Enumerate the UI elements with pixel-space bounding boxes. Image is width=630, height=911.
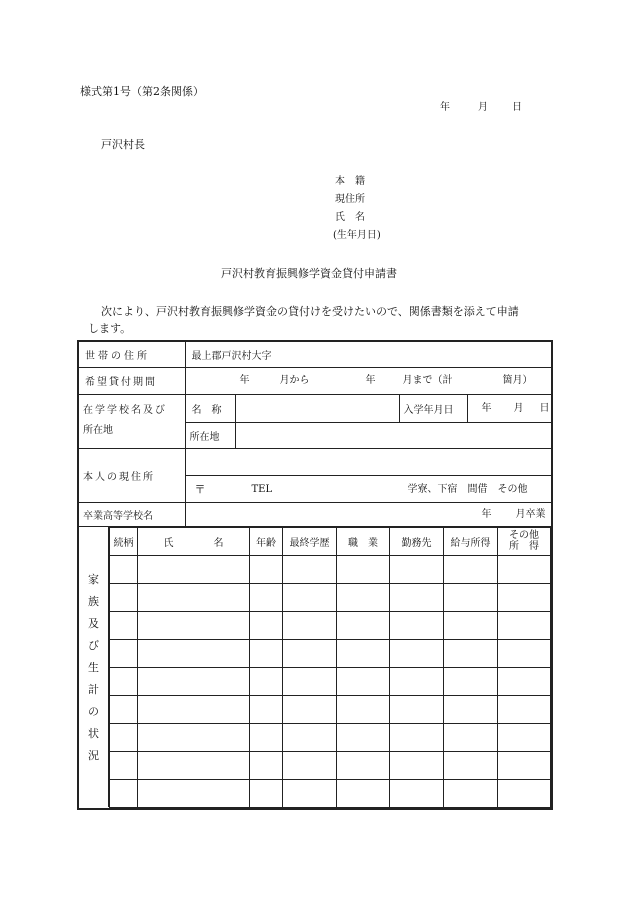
cell[interactable] [110, 555, 138, 583]
cell[interactable] [283, 779, 337, 807]
cell[interactable] [498, 723, 551, 751]
school-name-label: 名 称 [185, 394, 235, 422]
cell[interactable] [138, 611, 250, 639]
body-text-line2: します。 [88, 322, 132, 335]
col-education: 最終学歴 [283, 527, 337, 555]
high-school-label: 卒業高等学校名 [78, 502, 185, 526]
family-vertical-label [79, 527, 109, 807]
housing-options: 学寮、下宿 間借 その他 [407, 483, 528, 495]
document-title: 戸沢村教育振興修学資金貸付申請書 [221, 267, 397, 280]
other-income-line2: 所 得 [509, 541, 539, 552]
cell[interactable] [250, 555, 283, 583]
cell[interactable] [138, 667, 250, 695]
family-row [110, 555, 551, 583]
col-occupation: 職 業 [337, 527, 390, 555]
cell[interactable] [337, 611, 390, 639]
cell[interactable] [138, 695, 250, 723]
school-label [78, 394, 185, 448]
cell[interactable] [337, 779, 390, 807]
family-char-7: の [88, 704, 99, 718]
cell[interactable] [250, 667, 283, 695]
family-section-row [78, 526, 552, 809]
cell[interactable] [390, 639, 444, 667]
cell[interactable] [110, 611, 138, 639]
cell[interactable] [110, 779, 138, 807]
cell[interactable] [444, 639, 498, 667]
postal-mark: 〒 [194, 482, 206, 496]
family-char-9: 況 [88, 748, 99, 762]
cell[interactable] [498, 667, 551, 695]
tel-label: TEL [251, 483, 273, 495]
cell[interactable] [390, 779, 444, 807]
cell[interactable] [138, 723, 250, 751]
cell[interactable] [283, 611, 337, 639]
family-row [110, 695, 551, 723]
cell[interactable] [444, 555, 498, 583]
family-row [110, 667, 551, 695]
cell[interactable] [283, 555, 337, 583]
cell[interactable] [138, 639, 250, 667]
cell[interactable] [498, 555, 551, 583]
cell[interactable] [390, 723, 444, 751]
family-section [78, 526, 552, 809]
cell[interactable] [444, 779, 498, 807]
school-label-line1: 在学学校名及び [83, 405, 167, 416]
col-age: 年齢 [250, 527, 283, 555]
loan-from-month: 月から [279, 374, 310, 386]
addressee: 戸沢村長 [101, 138, 145, 151]
family-row [110, 639, 551, 667]
col-relation: 続柄 [110, 527, 138, 555]
enrollment-date-label: 入学年月日 [399, 394, 467, 422]
cell[interactable] [390, 667, 444, 695]
cell[interactable] [138, 779, 250, 807]
family-row [110, 751, 551, 779]
cell[interactable] [250, 779, 283, 807]
cell[interactable] [283, 667, 337, 695]
cell[interactable] [138, 583, 250, 611]
contact-field[interactable] [185, 475, 552, 502]
enroll-month: 月 [513, 402, 524, 414]
loan-to-year: 年 [365, 374, 376, 386]
col-salary: 給与所得 [444, 527, 498, 555]
family-char-5: 生 [88, 660, 99, 674]
body-text-line1: 次により、戸沢村教育振興修学資金の貸付けを受けたいので、関係書類を添えて申請 [101, 305, 519, 318]
family-char-2: 族 [88, 594, 99, 608]
cell[interactable] [498, 751, 551, 779]
cell[interactable] [283, 583, 337, 611]
application-form-table [77, 340, 553, 810]
grad-month: 月卒業 [515, 508, 546, 520]
cell[interactable] [337, 695, 390, 723]
cell[interactable] [110, 583, 138, 611]
school-name-row [78, 394, 552, 422]
family-char-1: 家 [88, 572, 99, 586]
loan-period-row [78, 367, 552, 394]
school-name-field[interactable] [235, 394, 399, 422]
family-char-4: び [88, 638, 99, 652]
high-school-row [78, 502, 552, 526]
enrollment-date-field[interactable] [467, 394, 552, 422]
cell[interactable] [498, 639, 551, 667]
household-address-field[interactable]: 最上郡戸沢村大字 [185, 341, 552, 367]
form-number: 様式第1号（第2条関係） [80, 85, 204, 98]
loan-period-label: 希望貸付期間 [78, 367, 185, 394]
loan-to-month: 月まで（計 [402, 374, 453, 386]
enroll-day: 日 [539, 402, 550, 414]
applicant-domicile-label: 本 籍 [335, 176, 365, 187]
school-location-field[interactable] [235, 422, 552, 448]
col-name: 氏 名 [138, 527, 250, 555]
cell[interactable] [110, 639, 138, 667]
cell[interactable] [110, 695, 138, 723]
cell[interactable] [250, 583, 283, 611]
cell[interactable] [250, 723, 283, 751]
cell[interactable] [337, 555, 390, 583]
family-row [110, 723, 551, 751]
cell[interactable] [250, 611, 283, 639]
household-address-label: 世帯の住所 [78, 341, 185, 367]
current-address-label: 本人の現住所 [78, 448, 185, 502]
cell[interactable] [250, 695, 283, 723]
cell[interactable] [390, 751, 444, 779]
school-label-line2: 所在地 [83, 425, 113, 436]
family-char-8: 状 [88, 726, 99, 740]
cell[interactable] [138, 751, 250, 779]
cell[interactable] [337, 583, 390, 611]
cell[interactable] [337, 723, 390, 751]
cell[interactable] [283, 723, 337, 751]
cell[interactable] [444, 667, 498, 695]
applicant-address-label: 現住所 [335, 194, 365, 205]
cell[interactable] [444, 583, 498, 611]
cell[interactable] [498, 611, 551, 639]
school-location-label: 所在地 [185, 422, 235, 448]
family-row [110, 583, 551, 611]
cell[interactable] [390, 583, 444, 611]
cell[interactable] [444, 695, 498, 723]
cell[interactable] [498, 695, 551, 723]
applicant-birthdate-label: (生年月日) [333, 230, 381, 241]
cell[interactable] [444, 751, 498, 779]
household-address-row [78, 341, 552, 367]
cell[interactable] [390, 695, 444, 723]
loan-from-year: 年 [239, 374, 250, 386]
cell[interactable] [498, 583, 551, 611]
loan-total-months: 箇月） [502, 374, 533, 386]
cell[interactable] [283, 695, 337, 723]
col-workplace: 勤務先 [390, 527, 444, 555]
cell[interactable] [283, 639, 337, 667]
high-school-field[interactable] [185, 502, 552, 526]
family-char-6: 計 [88, 682, 99, 696]
cell[interactable] [250, 751, 283, 779]
applicant-name-label: 氏 名 [335, 212, 365, 223]
cell[interactable] [110, 723, 138, 751]
family-row [110, 779, 551, 807]
cell[interactable] [283, 751, 337, 779]
page-bottom-mask [75, 811, 555, 911]
enroll-year: 年 [481, 402, 492, 414]
cell[interactable] [444, 611, 498, 639]
loan-period-field[interactable] [185, 367, 552, 394]
cell[interactable] [337, 751, 390, 779]
family-table [109, 527, 551, 808]
cell[interactable] [390, 555, 444, 583]
cell[interactable] [337, 667, 390, 695]
cell[interactable] [110, 667, 138, 695]
cell[interactable] [250, 639, 283, 667]
cell[interactable] [138, 555, 250, 583]
date-month: 月 [478, 102, 488, 113]
other-income-line1: その他 [509, 530, 539, 541]
family-char-3: 及 [88, 616, 99, 630]
current-address-row [78, 448, 552, 475]
date-year: 年 [440, 102, 450, 113]
family-row [110, 611, 551, 639]
col-other-income [498, 527, 551, 555]
grad-year: 年 [481, 508, 492, 520]
cell[interactable] [390, 611, 444, 639]
current-address-field[interactable] [185, 448, 552, 475]
cell[interactable] [337, 639, 390, 667]
cell[interactable] [498, 779, 551, 807]
date-day: 日 [512, 102, 522, 113]
cell[interactable] [444, 723, 498, 751]
cell[interactable] [110, 751, 138, 779]
family-header-row [110, 527, 551, 555]
